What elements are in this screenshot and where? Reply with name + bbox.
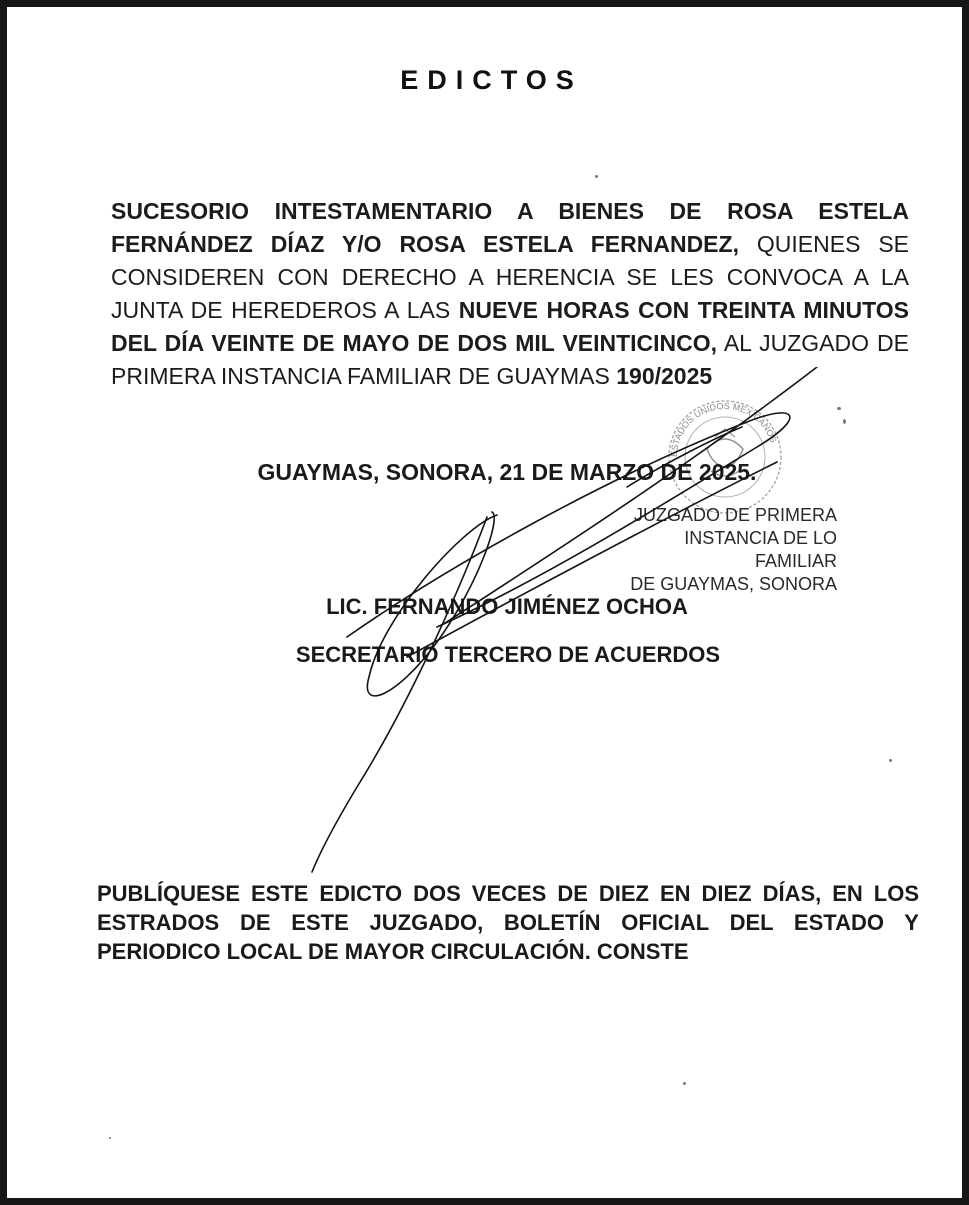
handwritten-signature [287, 367, 827, 887]
publication-order: PUBLÍQUESE ESTE EDICTO DOS VECES DE DIEZ EN DIEZ DÍAS, EN LOS ESTRADOS DE ESTE JUZGADO, BOLETÍN OFICIAL DEL ESTADO Y PERIODICO LOCAL DE MAYOR CIRCULACIÓN. CONSTE [97, 881, 919, 964]
scan-speck [889, 759, 892, 762]
notice-paragraph [111, 195, 909, 393]
scan-speck [109, 1137, 111, 1139]
notice-text-2: AL JUZGADO DE PRIMERA INSTANCIA FAMILIAR DE GUAYMAS [111, 330, 909, 389]
notice-text-1: QUIENES SE CONSIDEREN CON DERECHO A HERENCIA SE LES CONVOCA A LA JUNTA DE HEREDEROS A LAS [111, 231, 910, 323]
stamp-line-2: INSTANCIA DE LO FAMILIAR [684, 528, 837, 571]
place-date: GUAYMAS, SONORA, 21 DE MARZO DE 2025. [257, 459, 757, 485]
signer-name: LIC. FERNANDO JIMÉNEZ OCHOA [326, 594, 688, 619]
stamp-line-3: DE GUAYMAS, SONORA [630, 574, 837, 594]
signer-role: SECRETARIO TERCERO DE ACUERDOS [295, 642, 721, 667]
case-number: 190/2025 [616, 363, 713, 389]
scan-speck [683, 1082, 686, 1085]
notice-intro: SUCESORIO INTESTAMENTARIO A BIENES DE ROSA ESTELA FERNÁNDEZ DÍAZ Y/O ROSA ESTELA FERNANDEZ, [111, 198, 909, 257]
scan-speck [843, 419, 846, 424]
stamp-line-1: JUZGADO DE PRIMERA [633, 505, 837, 525]
scan-speck [837, 407, 841, 410]
hearing-time: NUEVE HORAS CON TREINTA MINUTOS DEL DÍA VEINTE DE MAYO DE DOS MIL VEINTICINCO, [111, 297, 909, 356]
seal-text: ESTADOS UNIDOS MEXICANOS [668, 400, 779, 458]
document-title: EDICTOS [400, 65, 583, 95]
scan-speck [595, 175, 598, 178]
